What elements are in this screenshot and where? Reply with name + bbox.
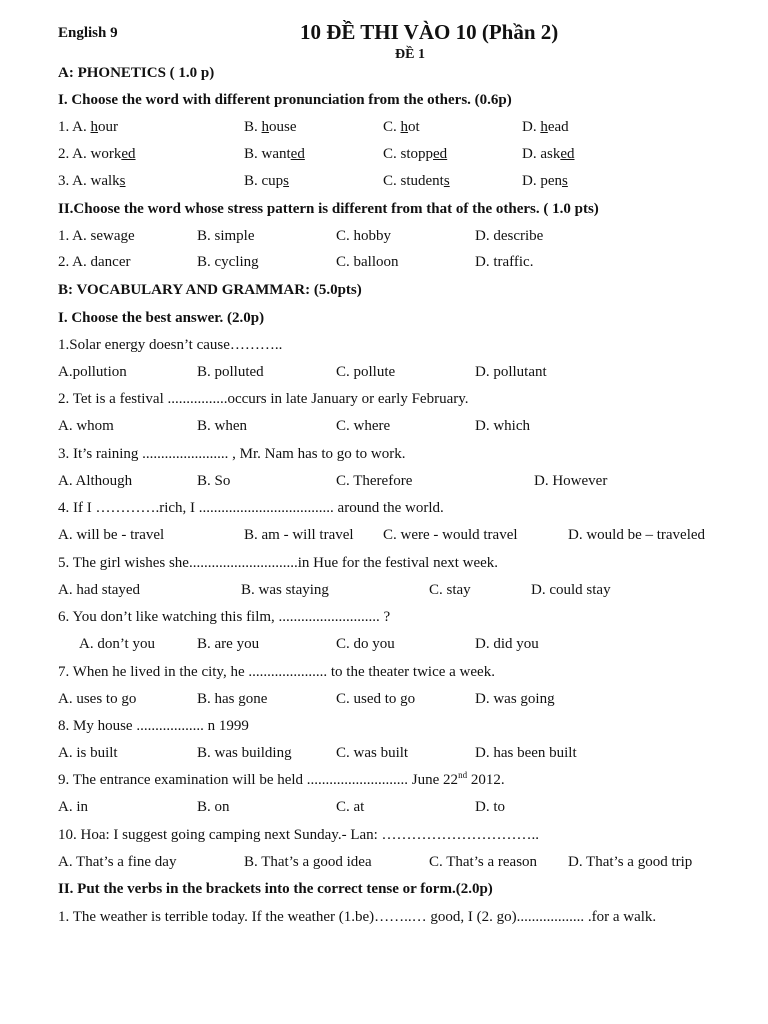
answer-option: D. has been built [475,745,577,761]
pronunciation-option [383,145,447,163]
question-stem: 8. My house .................. n 1999 [58,718,249,734]
answer-option: A. will be - travel [58,527,165,543]
option-text: B. cup [244,173,284,189]
ordinal-suffix: nd [458,770,468,780]
question-options [58,581,748,599]
question-stem: 3. It’s raining ....................... , Mr. Nam has to go to work. [58,446,406,462]
pronunciation-option [58,172,126,190]
answer-option: C. where [336,418,391,434]
section-a-title: A: PHONETICS ( 1.0 p) [58,65,215,81]
answer-option: A. don’t you [79,636,155,652]
option-text: ot [408,119,420,135]
page-title: 10 ĐỀ THI VÀO 10 (Phần 2) [300,20,559,44]
answer-option: D. would be – traveled [568,527,706,543]
question-options [58,472,748,490]
question-text: 2012. [467,772,505,788]
option-text: D. pen [522,173,562,189]
question-options [58,690,748,708]
option-text: D. ask [522,146,561,162]
answer-option: D. However [534,473,608,489]
option-text: C. student [383,173,444,189]
answer-option: A. had stayed [58,582,141,598]
pronunciation-row [58,172,748,190]
answer-option: D. was going [475,691,555,707]
answer-option: B. That’s a good idea [244,854,372,870]
option-text: 1. A. [58,119,91,135]
question-stem [58,771,748,789]
option-text: 2. A. work [58,146,122,162]
underlined-sound: ed [560,146,575,162]
question-options [58,853,748,871]
underlined-sound: h [261,119,270,135]
pronunciation-option [58,145,136,163]
answer-option: C. stay [429,582,471,598]
answer-option: C. were - would travel [383,527,518,543]
option-text: D. [522,119,541,135]
pronunciation-option [522,172,568,190]
answer-option: C. was built [336,745,409,761]
answer-option: A. is built [58,745,118,761]
answer-option: B. has gone [197,691,268,707]
question-options [58,526,748,544]
pronunciation-option [522,145,575,163]
answer-option: B. on [197,799,230,815]
grammar-part1-title: I. Choose the best answer. (2.0p) [58,310,265,326]
section-b-title: B: VOCABULARY AND GRAMMAR: (5.0pts) [58,282,362,298]
stress-option: C. hobby [336,228,392,244]
question-options [58,798,748,816]
answer-option: C. Therefore [336,473,413,489]
answer-option: C. used to go [336,691,416,707]
answer-option: C. at [336,799,365,815]
stress-option: 2. A. dancer [58,254,131,270]
answer-option: D. which [475,418,530,434]
option-text: ouse [269,119,297,135]
pronunciation-option [58,118,118,136]
underlined-sound: s [443,173,450,189]
underlined-sound: ed [290,146,305,162]
answer-option: D. That’s a good trip [568,854,693,870]
question-stem: 7. When he lived in the city, he ..................... to the theater twice a week. [58,664,495,680]
grammar-part2-title: II. Put the verbs in the brackets into the correct tense or form.(2.0p) [58,881,493,897]
answer-option: B. was building [197,745,292,761]
answer-option: C. do you [336,636,395,652]
question-text: 9. The entrance examination will be held ........................... June 22 [58,772,459,788]
answer-option: A. uses to go [58,691,137,707]
question-stem: 10. Hoa: I suggest going camping next Sunday.- Lan: ………………………….. [58,827,540,843]
underlined-sound: h [540,119,548,135]
option-text: B. [244,119,262,135]
exam-number: ĐỀ 1 [395,47,425,62]
option-text: C. [383,119,401,135]
answer-option: B. are you [197,636,260,652]
question-stem: 4. If I ………….rich, I .................................... around the world. [58,500,444,516]
underlined-sound: s [562,173,568,189]
stress-option: 1. A. sewage [58,228,135,244]
answer-option: C. pollute [336,364,396,380]
question-stem: 5. The girl wishes she.............................in Hue for the festival next week. [58,555,499,571]
option-text: ead [547,119,569,135]
answer-option: A.pollution [58,364,127,380]
pronunciation-option [383,118,420,136]
pronunciation-row [58,118,748,136]
question-options [58,417,748,435]
answer-option: B. when [197,418,247,434]
answer-option: C. That’s a reason [429,854,538,870]
answer-option: B. am - will travel [244,527,354,543]
answer-option: B. So [197,473,231,489]
subject-label: English 9 [58,25,118,41]
question-stem: 1.Solar energy doesn’t cause……….. [58,337,283,353]
underlined-sound: h [90,119,99,135]
stress-row [58,253,748,271]
pronunciation-option [383,172,450,190]
answer-option: A. Although [58,473,133,489]
answer-option: B. polluted [197,364,264,380]
underlined-sound: s [283,173,290,189]
stress-option: B. simple [197,228,255,244]
pronunciation-option [244,118,297,136]
underlined-sound: s [119,173,126,189]
underlined-sound: h [400,119,409,135]
question-options [58,744,748,762]
pronunciation-option [522,118,569,136]
pronunciation-option [244,172,289,190]
answer-option: A. in [58,799,88,815]
answer-option: D. could stay [531,582,611,598]
pronunciation-row [58,145,748,163]
question-options [58,363,748,381]
underlined-sound: ed [121,146,136,162]
option-text: B. want [244,146,291,162]
verb-question-1: 1. The weather is terrible today. If the weather (1.be)……..… good, I (2. go).................. .for a walk. [58,909,657,925]
option-text: 3. A. walk [58,173,120,189]
question-stem: 2. Tet is a festival ................occurs in late January or early February. [58,391,469,407]
answer-option: A. whom [58,418,114,434]
answer-option: A. That’s a fine day [58,854,177,870]
option-text: C. stopp [383,146,434,162]
stress-option: C. balloon [336,254,399,270]
stress-row [58,227,748,245]
question-options [58,635,748,653]
phonetics-part1-title: I. Choose the word with different pronunciation from the others. (0.6p) [58,92,512,108]
stress-option: D. describe [475,228,544,244]
answer-option: D. pollutant [475,364,547,380]
pronunciation-option [244,145,305,163]
underlined-sound: ed [433,146,448,162]
phonetics-part2-title: II.Choose the word whose stress pattern is different from that of the others. ( 1.0 pts) [58,201,599,217]
answer-option: D. to [475,799,505,815]
answer-option: B. was staying [241,582,329,598]
question-stem: 6. You don’t like watching this film, ........................... ? [58,609,391,625]
answer-option: D. did you [475,636,539,652]
stress-option: D. traffic. [475,254,534,270]
option-text: our [98,119,119,135]
stress-option: B. cycling [197,254,259,270]
